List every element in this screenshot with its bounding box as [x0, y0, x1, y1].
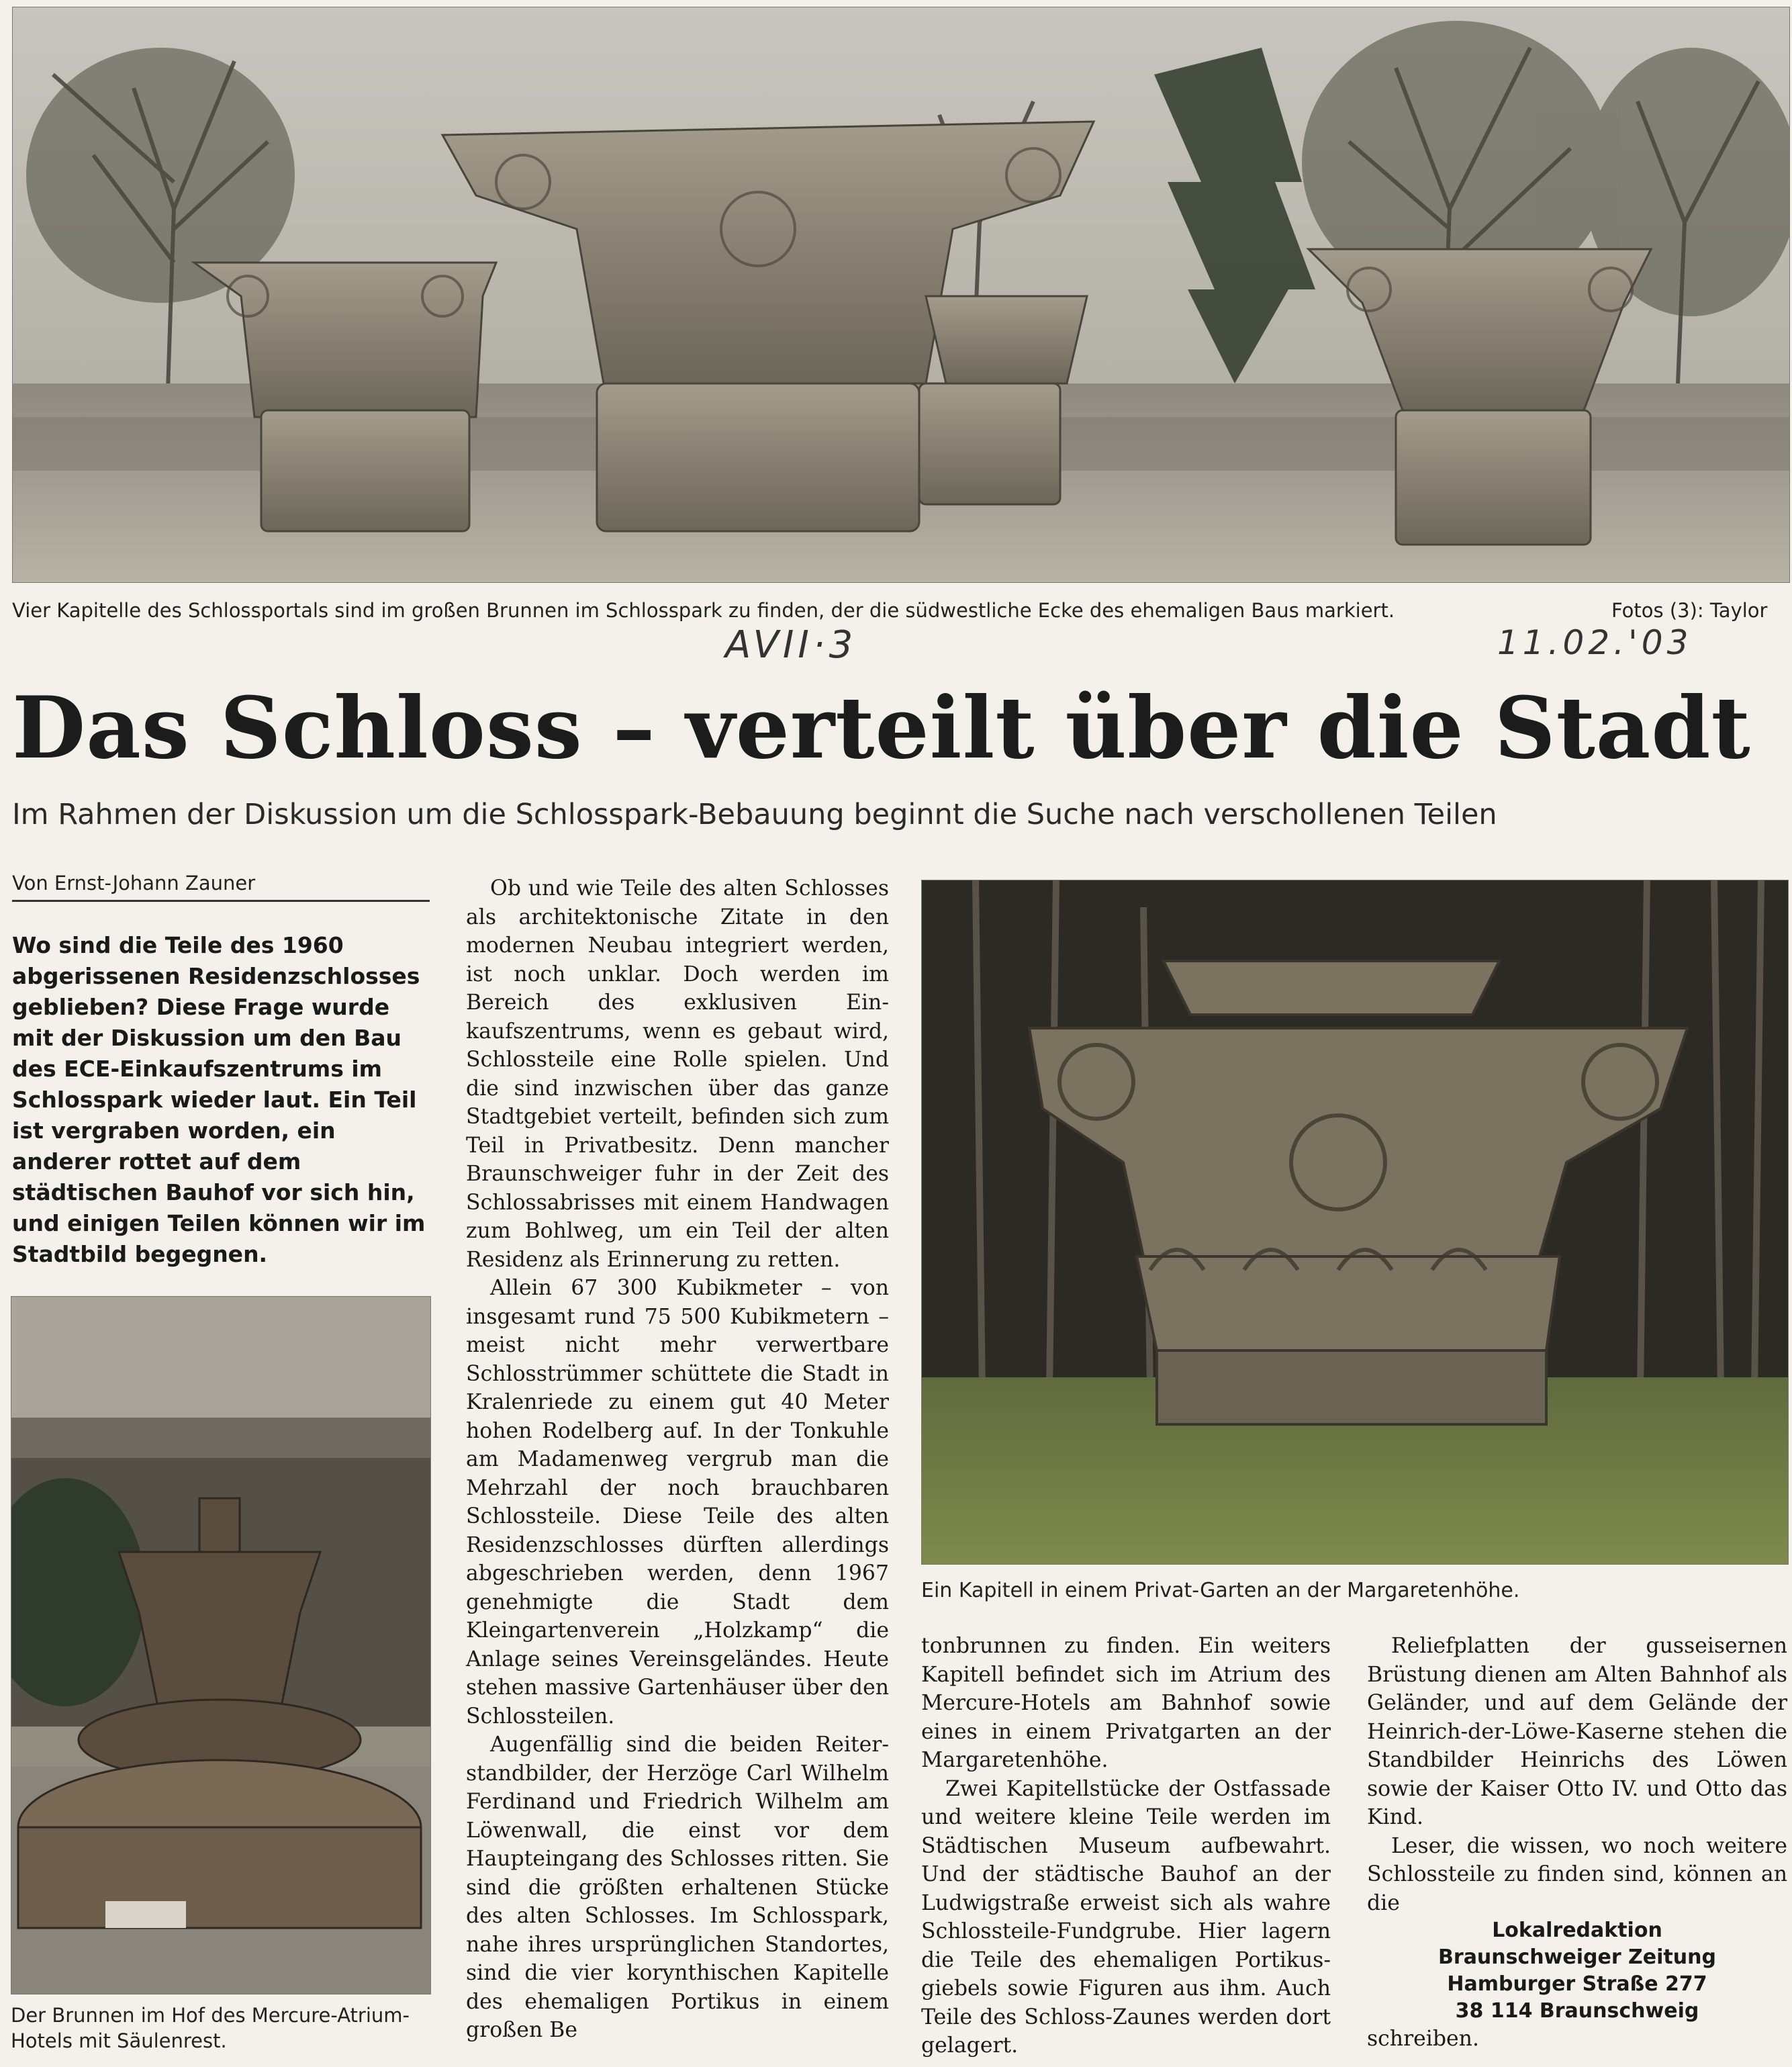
lead-paragraph: Wo sind die Teile des 1960 abgerissenen Residenzschlosses geblieben? Diese Frage wurde mit der Diskussion um den Bau des ECE-Einkaufszentrums im Schlosspark wieder laut. Ein Teil ist vergraben worden, ein anderer rottet auf dem städtischen Bauhof vor sich hin, und einigen Teilen können wir im Stadtbild begegnen. — [12, 932, 426, 1267]
body-column-2 — [466, 874, 889, 2045]
left-photo-caption: Der Brunnen im Hof des Mercure-Atrium-Hotels mit Säulenrest. — [11, 2004, 410, 2052]
subheadline: Im Rahmen der Diskussion um die Schlosspark-Bebauung beginnt die Suche nach verschollenen Teilen — [12, 798, 1497, 831]
right-photo-caption: Ein Kapitell in einem Privat-Garten an der Margaretenhöhe. — [921, 1579, 1520, 1602]
left-photo-fountain — [11, 1296, 431, 1994]
body-paragraph: schreiben. — [1367, 2027, 1479, 2051]
address-line: Lokalredaktion — [1492, 1919, 1662, 1942]
top-photo-caption: Vier Kapitelle des Schlossportals sind im großen Brunnen im Schlosspark zu finden, der die südwestliche Ecke des ehemaligen Baus markiert. — [12, 599, 1395, 622]
top-photo-capitals-fountain — [12, 7, 1790, 583]
body-paragraph: Allein 67 300 Kubikmeter – von insgesamt rund 75 500 Kubikmetern – meist nicht mehr verwertbare Schlosstrümmer schüttete die Stadt in Kralenriede zu einem gut 40 Meter hohen Rodelberg auf. In der Tonkuhle am Madamenweg vergrub man die Mehrzahl der noch brauchbaren Schlossteile. Diese Teile des alten Residenzschlosses dürften allerdings abgeschrieben werden, denn 1967 genehmigte die Stadt dem Kleingartenverein „Holzkamp“ die Anlage seines Vereinsgeländes. Heute stehen massive Gartenhäuser über den Schlossteilen. — [466, 1276, 889, 1729]
body-paragraph: Reliefplatten der gusseisernen Brüstung dienen am Alten Bahnhof als Geländer, und auf dem Gelände der Heinrich-der-Löwe-Kaserne stehen die Standbilder Heinrichs des Löwen sowie der Kaiser Otto IV. und Otto das Kind. — [1367, 1634, 1787, 1829]
photo-credit: Fotos (3): Taylor — [1611, 599, 1768, 622]
headline: Das Schloss – verteilt über die Stadt — [12, 678, 1751, 778]
body-column-4 — [1367, 1632, 1787, 2054]
body-paragraph: Ob und wie Teile des alten Schlosses als architektonische Zitate in den modernen Neubau integriert werden, ist noch unklar. Doch werden im Bereich des exklusiven Einkaufszentrums, wenn es gebaut wird, Schlossteile eine Rolle spielen. Und die sind inzwischen über das ganze Stadtgebiet verteilt, befinden sich zum Teil in Privatbesitz. Denn mancher Braunschweiger fuhr in der Zeit des Schlossabrisses mit einem Handwagen zum Bohlweg, um ein Teil der alten Residenz als Erinnerung zu retten. — [466, 876, 889, 1272]
handwritten-date: 11.02.'03 — [1497, 623, 1693, 662]
body-paragraph: tonbrunnen zu finden. Ein weiters Kapitell befindet sich im Atrium des Mercure-Hotels am Bahnhof sowie eines in einem Privatgarten an der Margaretenhöhe. — [921, 1634, 1331, 1772]
address-line: Hamburger Straße 277 — [1447, 1972, 1707, 1996]
body-paragraph: Zwei Kapitellstücke der Ostfassade und weitere kleine Teile werden im Städtischen Museum aufbewahrt. Und der städtische Bauhof an der Ludwigstraße erweist sich als wahre Schlossteile-Fundgrube. Hier lagern die Teile des ehemaligen Portikusgiebels sowie Figuren aus ihm. Auch Teile des Schloss-Zaunes werden dort gelagert. — [921, 1776, 1331, 2058]
right-photo-capital-garden — [921, 880, 1789, 1565]
body-paragraph: Leser, die wissen, wo noch weitere Schlossteile zu finden sind, können an die — [1367, 1833, 1787, 1915]
body-paragraph: Augenfällig sind die beiden Reiterstandbilder, der Herzöge Carl Wilhelm Ferdinand und Friedrich Wilhelm am Löwenwall, die einst vor dem Haupteingang des Schlosses ritten. Sie sind die größten erhaltenen Stücke des alten Schlosses. Im Schlosspark, nahe ihres ursprünglichen Standortes, sind die vier korynthischen Kapitelle des ehemaligen Portikus in einem großen Be — [466, 1733, 889, 2042]
byline: Von Ernst-Johann Zauner — [12, 872, 430, 902]
contact-address — [1367, 1917, 1787, 2025]
handwritten-archive-code: AVII·3 — [725, 623, 857, 667]
body-column-3 — [921, 1632, 1331, 2060]
address-line: 38 114 Braunschweig — [1455, 1999, 1699, 2023]
address-line: Braunschweiger Zeitung — [1438, 1945, 1716, 1969]
